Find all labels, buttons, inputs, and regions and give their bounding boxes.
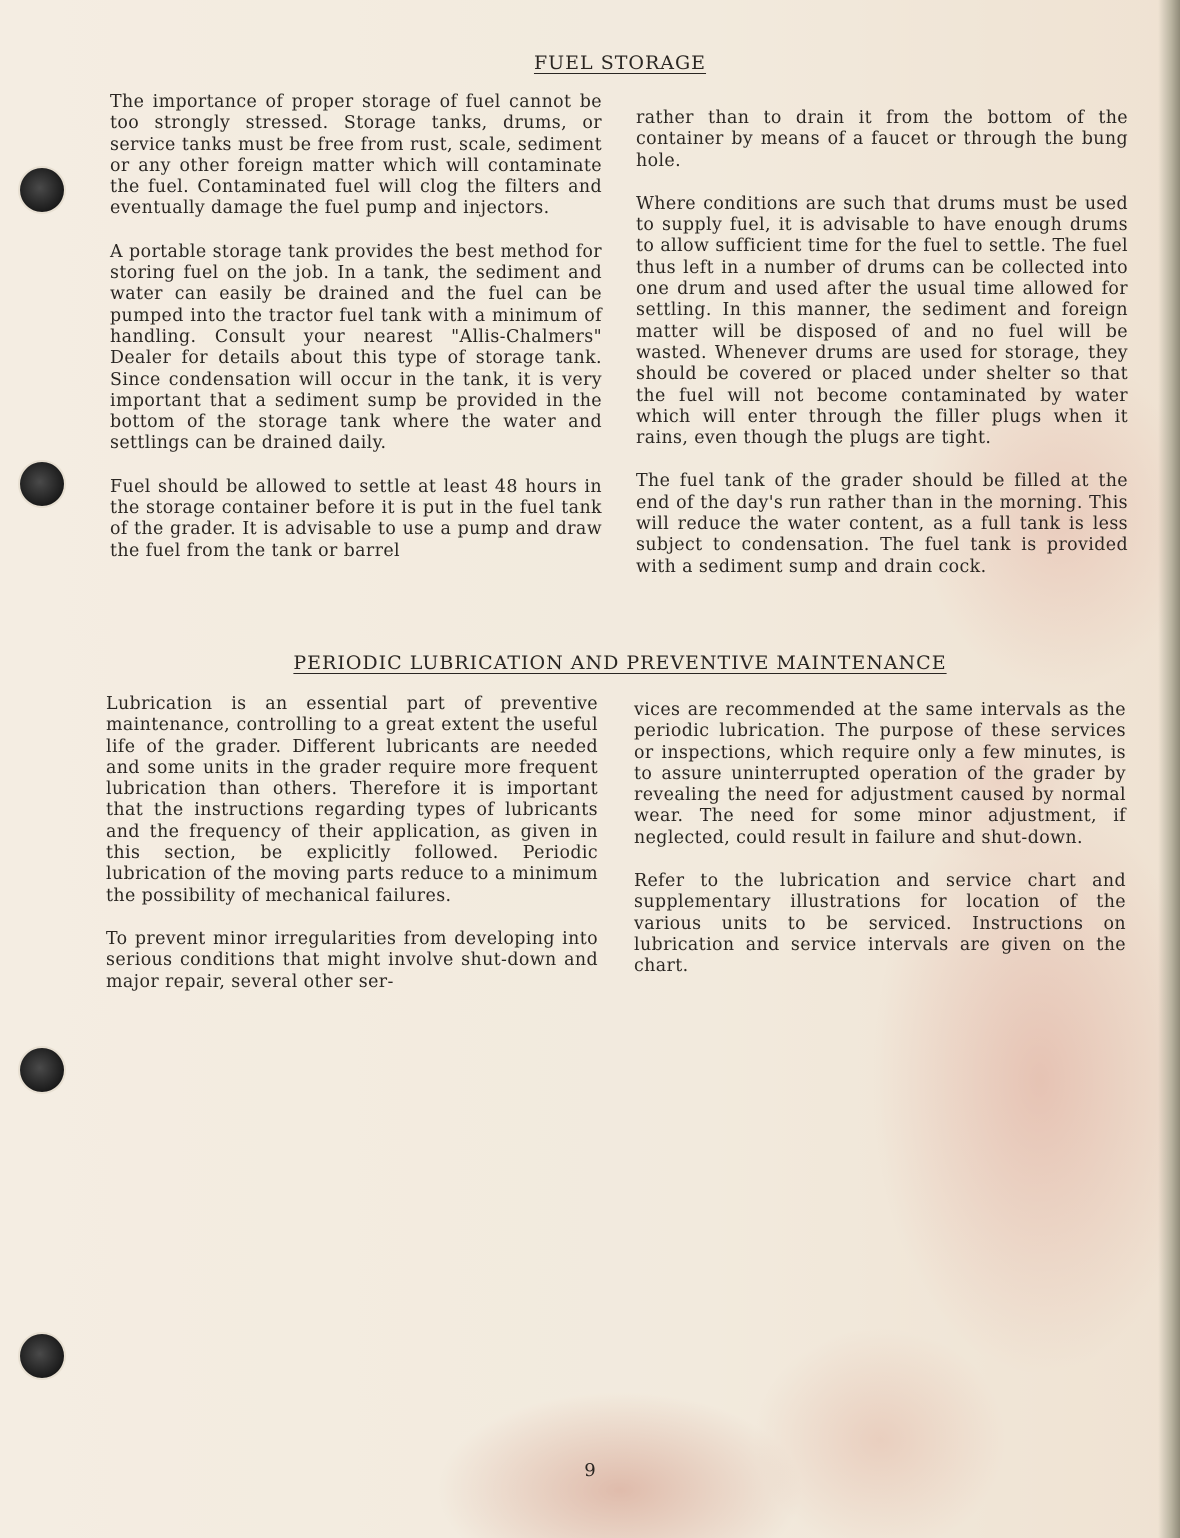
fuel-storage-paragraph-5: Where conditions are such that drums must be used to supply fuel, it is advisable to have enough drums to allow sufficient time for the fuel to settle. The fuel thus left in a number of drums can be collected into one drum and used after the usual time allowed for settling. In this manner, the sediment and foreign matter will be disposed of and no fuel will be wasted. Whenever drums are used for storage, they should be covered or placed under shelter so that the fuel will not become contaminated by water which will enter through the filler plugs when it rains, even though the plugs are tight.: [636, 193, 1128, 449]
fuel-storage-paragraph-4: rather than to drain it from the bottom of the container by means of a faucet or through the bung hole.: [636, 108, 1128, 171]
binder-hole-2: [20, 462, 64, 506]
lubrication-right-column: [634, 700, 1126, 1000]
fuel-storage-paragraph-2: A portable storage tank provides the best method for storing fuel on the job. In a tank, the sediment and water can easily be drained and the fuel can be pumped into the tractor fuel tank with a minimum of handling. Consult your nearest "Allis-Chalmers" Dealer for details about this type of storage tank. Since condensation will occur in the tank, it is very important that a sediment sump be provided in the bottom of the storage tank where the water and settlings can be drained daily.: [110, 241, 602, 454]
lubrication-paragraph-2: To prevent minor irregularities from developing into serious conditions that might involve shut-down and major repair, several other ser-: [106, 928, 598, 992]
fuel-storage-title: FUEL STORAGE: [533, 52, 707, 74]
fuel-storage-paragraph-1: The importance of proper storage of fuel cannot be too strongly stressed. Storage tanks, drums, or service tanks must be free from rust, scale, sediment or any other foreign matter which will contaminate the fuel. Contaminated fuel will clog the filters and eventually damage the fuel pump and injectors.: [110, 92, 602, 219]
lubrication-paragraph-4: Refer to the lubrication and service chart and supplementary illustrations for location of the various units to be serviced. Instructions on lubrication and service intervals are given on the chart.: [634, 871, 1126, 977]
fuel-storage-left-column: [110, 92, 602, 584]
fuel-storage-right-column: [636, 108, 1128, 600]
lubrication-paragraph-3: vices are recommended at the same intervals as the periodic lubrication. The purpose of these services or inspections, which require only a few minutes, is to assure uninterrupted operation of the grader by revealing the need for adjustment caused by normal wear. The need for some minor adjustment, if neglected, could result in failure and shut-down.: [634, 700, 1126, 848]
fuel-storage-paragraph-3: Fuel should be allowed to settle at least 48 hours in the storage container before it is put in the fuel tank of the grader. It is advisable to use a pump and draw the fuel from the tank or barrel: [110, 476, 602, 561]
lubrication-paragraph-1: Lubrication is an essential part of preventive maintenance, controlling to a great extent the useful life of the grader. Different lubricants are needed and some units in the grader require more frequent lubrication than others. Therefore it is important that the instructions regarding types of lubricants and the frequency of their application, as given in this section, be explicitly followed. Periodic lubrication of the moving parts reduce to a minimum the possibility of mechanical failures.: [106, 694, 598, 906]
page-edge-shadow: [1158, 0, 1180, 1538]
lubrication-left-column: [106, 694, 598, 1015]
binder-hole-3: [20, 1048, 64, 1092]
binder-hole-4: [20, 1334, 64, 1378]
binder-hole-1: [20, 168, 64, 212]
page-number: 9: [584, 1460, 596, 1481]
fuel-storage-paragraph-6: The fuel tank of the grader should be filled at the end of the day's run rather than in the morning. This will reduce the water content, as a full tank is less subject to condensation. The fuel tank is provided with a sediment sump and drain cock.: [636, 471, 1128, 577]
lubrication-title: PERIODIC LUBRICATION AND PREVENTIVE MAINTENANCE: [293, 652, 947, 674]
